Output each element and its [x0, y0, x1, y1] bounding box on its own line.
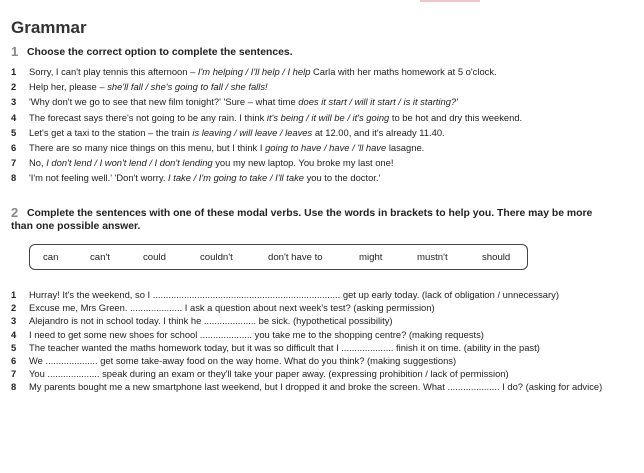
exercise-2-instruction: Complete the sentences with one of these modal verbs. Use the words in brackets to help you. There may be more than one possible answer.: [11, 208, 593, 232]
list-item: 5 The teacher wanted the maths homework today, but it was so difficult that I .................... finish it on time. (ability in the past): [11, 341, 540, 353]
list-item: 4 I need to get some new shoes for school .................... you take me to the shopping centre? (making requests): [11, 328, 484, 340]
list-item: 8 'I'm not feeling well.' 'Don't worry. I take / I'm going to take / I'll take you to the doctor.': [11, 172, 381, 184]
list-item: 7 No, I don't lend / I won't lend / I don't lending you my new laptop. You broke my last one!: [11, 157, 394, 169]
list-item: 3 'Why don't we go to see that new film tonight?' 'Sure – what time does it start / will it start / is it starting?': [11, 96, 458, 108]
list-item: 6 We .................... get some take-away food on the way home. What do you think? (making suggestions): [11, 355, 457, 367]
list-item: 1 Hurray! It's the weekend, so I ........................................................................ get up early today. (lack of obligation / unnecessary): [11, 289, 559, 300]
word-option: can: [43, 252, 59, 263]
word-option: mustn't: [417, 252, 448, 263]
list-item: 1 Sorry, I can't play tennis this afternoon – I'm helping / I'll help / I help Carla with her maths homework at 5 o'clock.: [11, 66, 497, 77]
word-option: should: [482, 252, 511, 263]
word-option: don't have to: [268, 252, 323, 263]
list-item: 3 Alejandro is not in school today. I think he .................... be sick. (hypothetical possibility): [11, 315, 393, 327]
exercise-1-list: [11, 64, 631, 186]
exercise-2-heading: [11, 206, 611, 233]
word-option: might: [359, 252, 383, 263]
list-item: 5 Let's get a taxi to the station – the train is leaving / will leave / leaves at 12.00, and it's already 11.40.: [11, 126, 445, 138]
page-title: Grammar: [11, 18, 87, 37]
exercise-1-instruction: Choose the correct option to complete the sentences.: [27, 47, 293, 58]
word-option: can't: [90, 252, 110, 263]
word-option: couldn't: [200, 252, 233, 263]
exercise-1-number: 1: [11, 44, 19, 59]
list-item: 2 Help her, please – she'll fall / she's going to fall / she falls!: [11, 81, 268, 93]
exercise-2-number: 2: [11, 205, 19, 220]
exercise-2-list: [11, 288, 621, 394]
list-item: 2 Excuse me, Mrs Green. .................... I ask a question about next week's test? (asking permission): [11, 302, 435, 314]
top-accent-line: [420, 0, 480, 2]
list-item: 6 There are so many nice things on this menu, but I think I going to have / have / 'll have lasagne.: [11, 142, 425, 154]
exercise-1-heading: [11, 45, 293, 59]
word-box: [29, 244, 528, 270]
word-option: could: [143, 252, 166, 263]
list-item: 4 The forecast says there's not going to be any rain. I think it's being / it will be / it's going to be hot and dry this weekend.: [11, 111, 523, 123]
list-item: 8 My parents bought me a new smartphone last weekend, but I dropped it and broke the screen. What .................... I do? (asking for advice): [11, 381, 603, 393]
list-item: 7 You .................... speak during an exam or they'll take your paper away. (expressing prohibition / lack of permission): [11, 368, 509, 380]
